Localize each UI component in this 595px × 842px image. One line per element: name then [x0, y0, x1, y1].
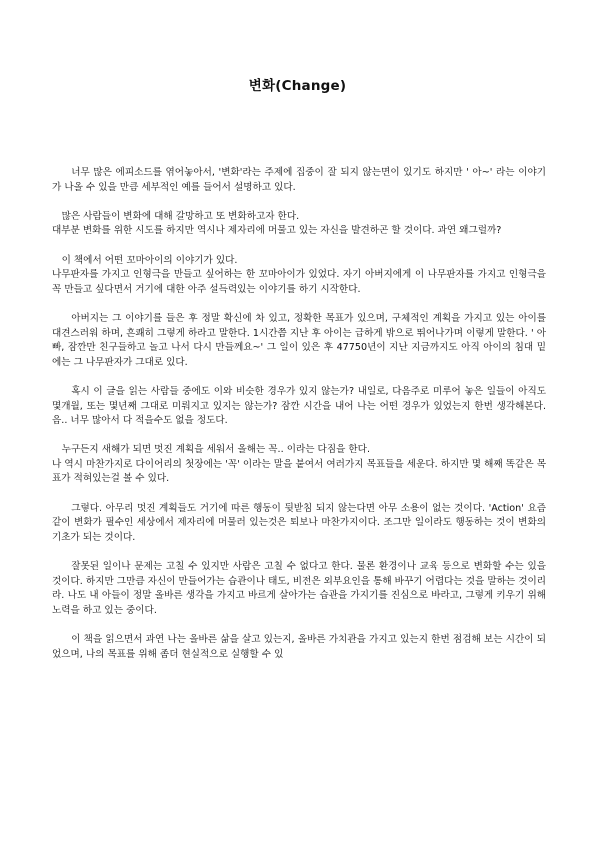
- paragraph: 이 책을 읽으면서 과연 나는 올바른 삶을 살고 있는지, 올바른 가치관을 가지고 있는지 한번 점검해 보는 시간이 되었으며, 나의 목표를 위해 좀더 현실적으로 실행할 수 있: [52, 634, 546, 660]
- paragraph-line: 이 책에서 어떤 꼬마아이의 이야기가 있다.: [61, 254, 238, 266]
- paragraph-line: 대부분 변화를 위한 시도를 하지만 역시나 제자리에 머물고 있는 자신을 발견하곤 할 것이다. 과연 왜그럴까?: [52, 225, 502, 237]
- paragraph: 그렇다. 아무리 멋진 계획들도 거기에 따른 행동이 뒷받침 되지 않는다면 아무 소용이 없는 것이다. 'Action' 요즘 같이 변화가 필수인 세상에서 제자리에 머물러 있는것은 퇴보나 마찬가지이다. 조그만 일이라도 행동하는 것이 변화의 기초가 되는 것이다.: [52, 502, 546, 543]
- paragraph: 너무 많은 에피소드를 엮어놓아서, '변화'라는 주제에 집중이 잘 되지 않는면이 있기도 하지만 ' 아~' 라는 이야기가 나올 수 있을 만큼 세부적인 예를 들어서 설명하고 있다.: [52, 167, 546, 193]
- document-body: [52, 166, 546, 677]
- paragraph-line: 나무판자를 가지고 인형극을 만들고 싶어하는 한 꼬마아이가 있었다. 자기 아버지에게 이 나무판자를 가지고 인형극을 꼭 만들고 싶다면서 거기에 대한 아주 설득력있는 이야기를 하기 시작한다.: [52, 269, 546, 295]
- paragraph-line: 많은 사람들이 변화에 대해 갈망하고 또 변화하고자 한다.: [61, 210, 300, 222]
- paragraph-line: 나 역시 마찬가지로 다이어리의 첫장에는 '꼭' 이라는 말을 붙여서 여러가지 목표들을 세운다. 하지만 몇 해째 똑같은 목표가 적혀있는걸 볼 수 있다.: [52, 458, 546, 485]
- paragraph-line: 누구든지 새해가 되면 멋진 계획을 세워서 올해는 꼭.. 이라는 다짐을 한다.: [61, 444, 370, 456]
- document-title: 변화(Change): [248, 78, 347, 94]
- paragraph: 혹시 이 글을 읽는 사람들 중에도 이와 비슷한 경우가 있지 않는가? 내일로, 다음주로 미루어 놓은 일들이 아직도 몇개월, 또는 몇년째 그대로 미뤄지고 있지는 않는가? 잠깐 시간을 내어 나는 어떤 경우가 있었는지 한번 생각해본다. 음.. 너무 많아서 다 적을수도 없을 정도다.: [52, 385, 546, 427]
- paragraph: [52, 210, 546, 239]
- paragraph: [52, 254, 546, 298]
- paragraph: 잘못된 일이나 문제는 고칠 수 있지만 사람은 고칠 수 없다고 한다. 물론 환경이나 교육 등으로 변화할 수는 있을 것이다. 하지만 그만큼 자신이 만들어가는 습관이나 태도, 비전은 외부요인을 통해 바꾸기 어렵다는 것을 말하는 것이리라. 나도 내 아들이 정말 올바른 생각을 가지고 바르게 살아가는 습관을 가지기를 진심으로 바라고, 그렇게 키우기 위해 노력을 하고 있는 중이다.: [52, 561, 546, 616]
- paragraph: 아버지는 그 이야기를 들은 후 정말 확신에 차 있고, 정확한 목표가 있으며, 구체적인 계획을 가지고 있는 아이를 대견스러워 하며, 흔쾌히 그렇게 하라고 말한다. 1시간쯤 지난 후 아이는 급하게 밖으로 뛰어나가며 이렇게 말한다. ' 아빠, 잠깐만 친구들하고 놀고 나서 다시 만들께요~' 그 일이 있은 후 47750년이 지난 지금까지도 아직 아이의 침대 밑에는 그 나무판자가 그대로 있다.: [52, 312, 546, 368]
- paragraph: [52, 443, 546, 487]
